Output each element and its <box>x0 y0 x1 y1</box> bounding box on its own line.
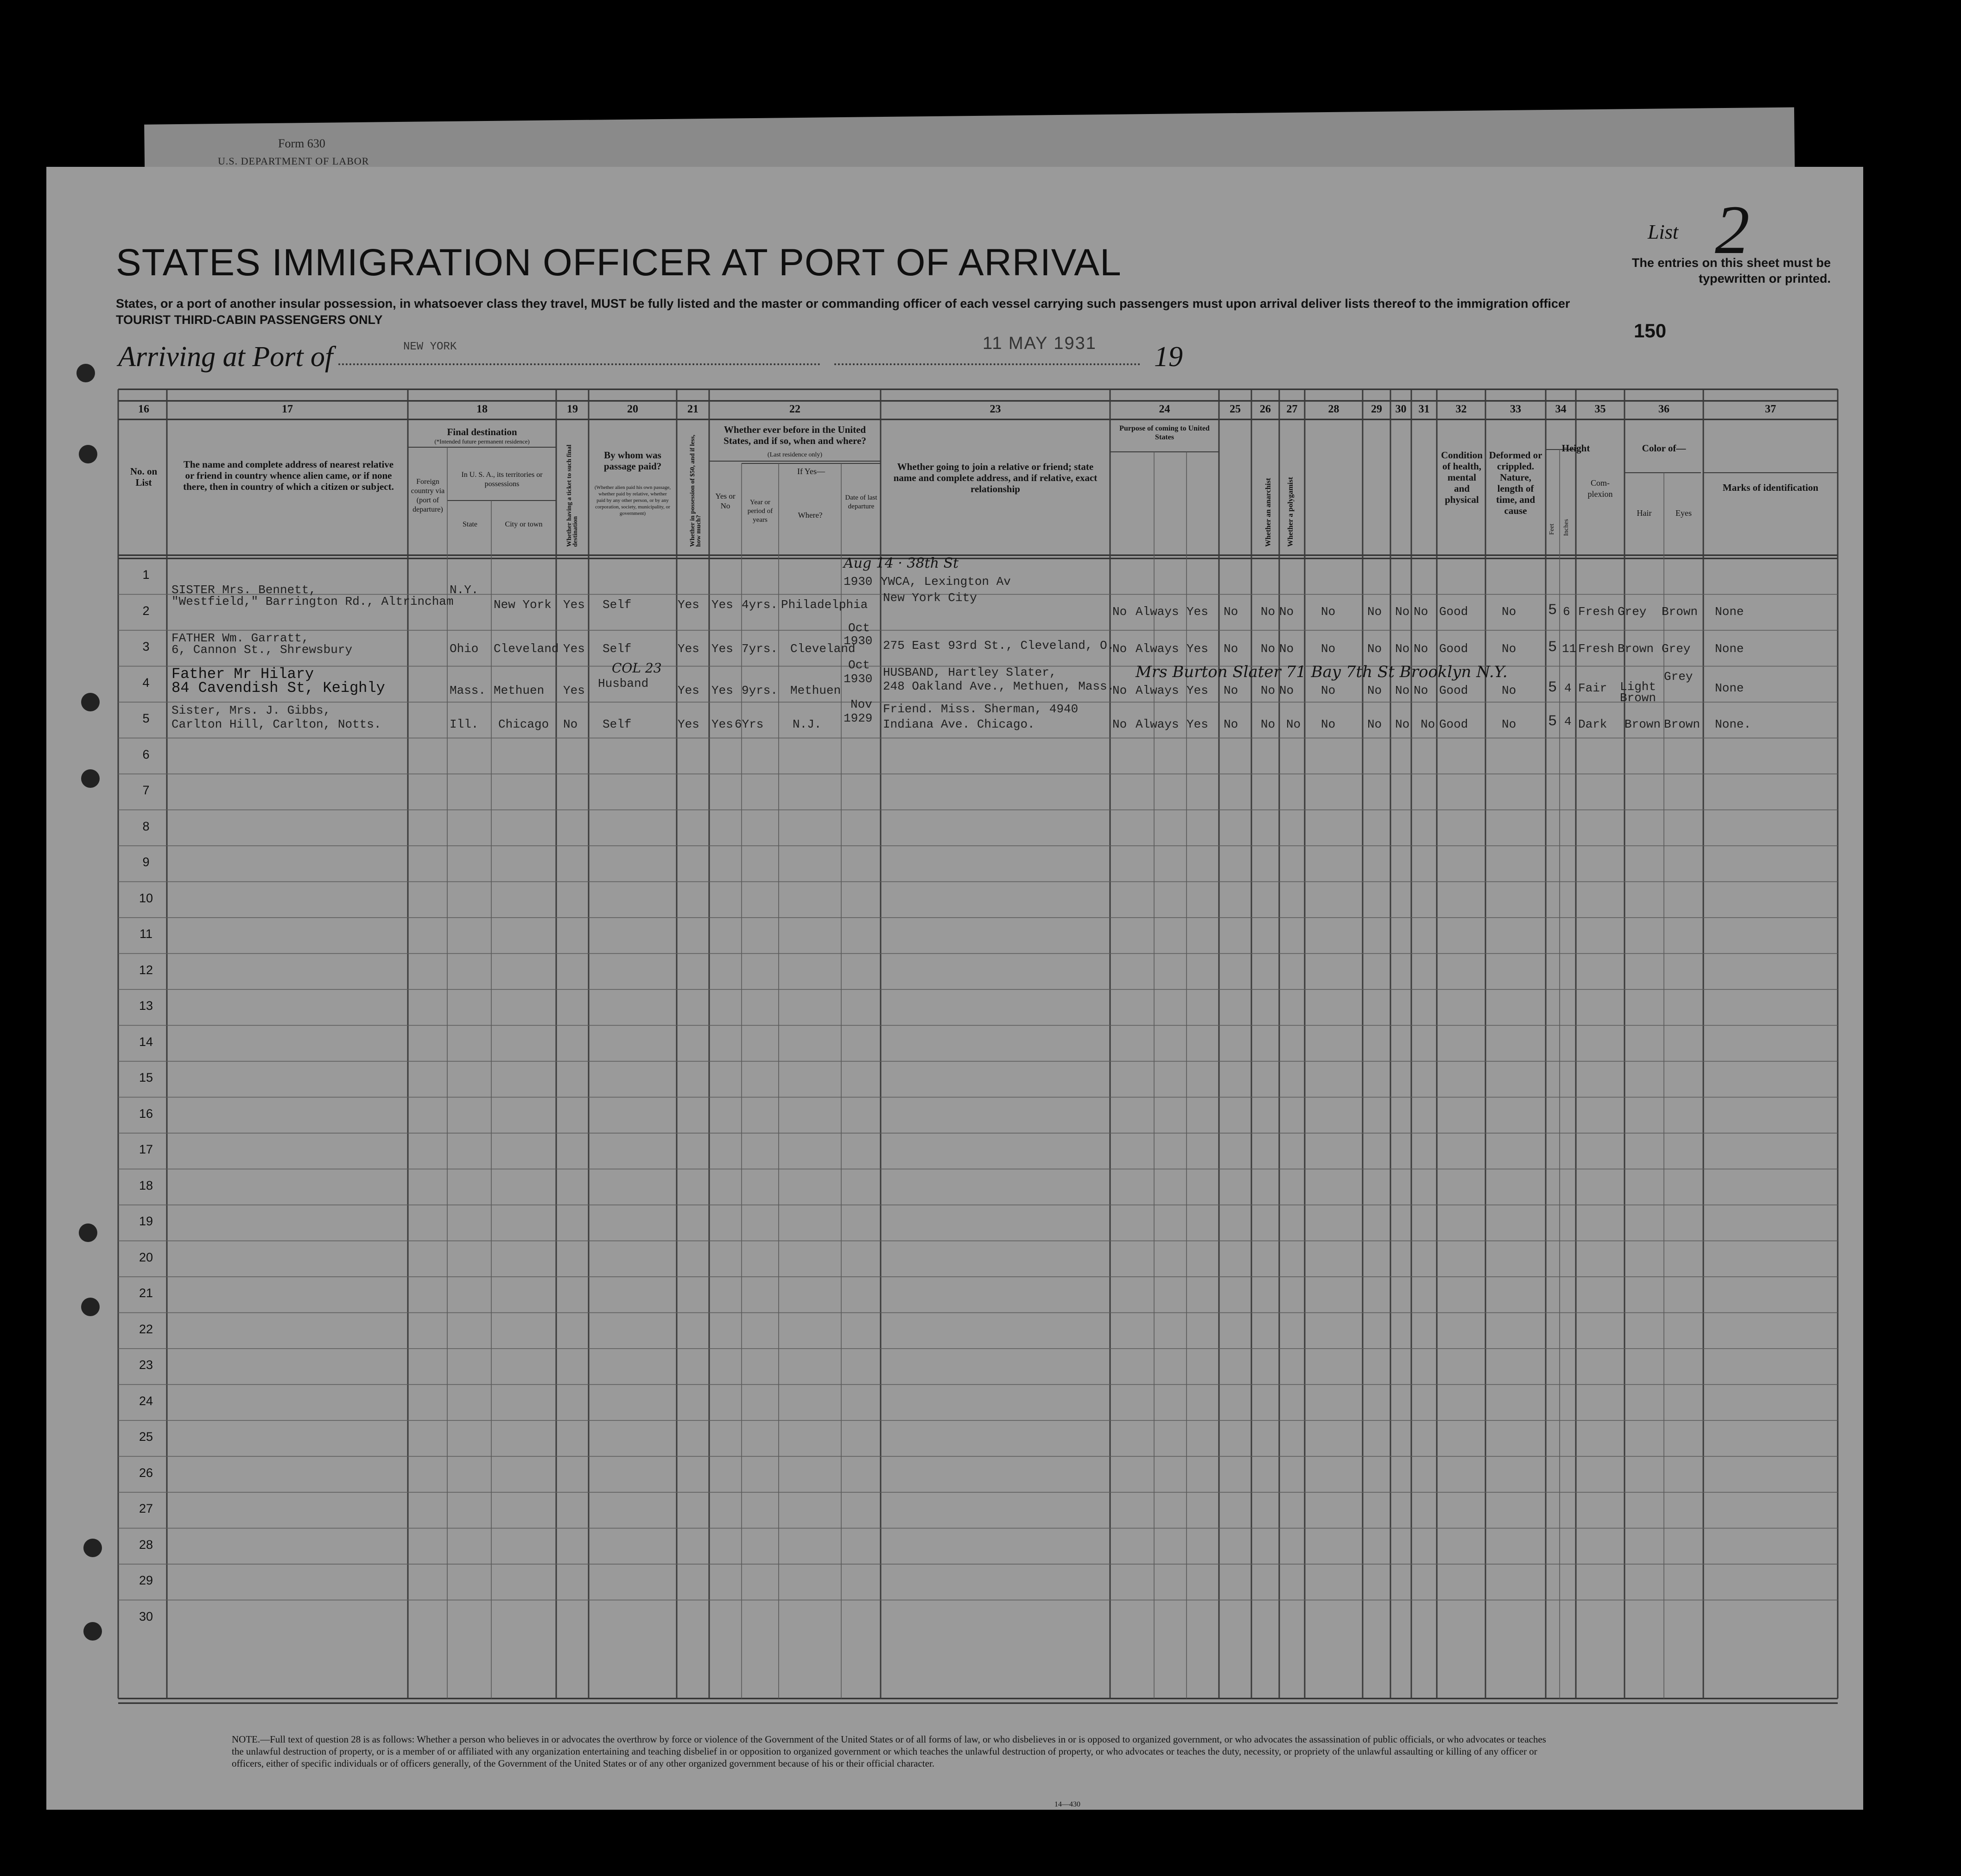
table-cell: Oct <box>848 621 870 635</box>
header-relative: The name and complete address of nearest relative or friend in country whence alien came, or if none there, then in country of which a citizen or subject. <box>183 459 394 492</box>
column-number: 29 <box>1371 403 1382 415</box>
table-cell: Nov <box>850 697 872 711</box>
table-cell: Chicago <box>498 717 549 731</box>
table-cell: No <box>1367 642 1382 656</box>
table-cell: 5 <box>1548 602 1557 619</box>
table-cell: SISTER Mrs. Bennett, <box>171 583 317 597</box>
table-cell: 6, Cannon St., Shrewsbury <box>171 643 353 657</box>
row-number: 4 <box>142 675 150 690</box>
table-cell: 1930 <box>844 634 873 648</box>
row-number: 26 <box>139 1465 153 1480</box>
table-cell: Ill. <box>450 717 479 731</box>
column-number: 25 <box>1230 403 1241 415</box>
row-number: 21 <box>139 1286 153 1300</box>
table-cell: Yes <box>678 598 699 612</box>
row-number: 2 <box>142 603 150 618</box>
row-number: 3 <box>142 640 150 653</box>
table-cell: FATHER Wm. Garratt, <box>171 631 309 645</box>
table-cell: No <box>1112 717 1127 731</box>
column-number: 24 <box>1159 403 1170 415</box>
row-number: 22 <box>139 1322 153 1336</box>
table-cell: No <box>1367 684 1382 697</box>
table-cell: No <box>1502 642 1517 656</box>
column-number: 21 <box>687 403 698 415</box>
table-cell: YWCA, Lexington Av <box>881 575 1011 589</box>
header-date-departure: Date of last departure <box>845 494 877 510</box>
header-state: State <box>463 520 477 528</box>
table-cell: No <box>1502 717 1517 731</box>
header-join-relative: Whether going to join a relative or friend; state name and complete address, and if relative, exact relationship <box>893 461 1098 494</box>
table-cell: No <box>1112 642 1127 656</box>
table-cell: Yes <box>563 642 585 656</box>
table-cell: "Westfield," Barrington Rd., Altrincham <box>171 595 454 608</box>
row-number: 5 <box>142 711 150 725</box>
header-city: City or town <box>505 520 543 528</box>
header-foreign-country: Foreign country via (port of departure) <box>411 478 445 513</box>
table-cell: Brown <box>1664 717 1701 731</box>
year-prefix: 19 <box>1154 341 1183 373</box>
column-number: 31 <box>1418 403 1430 415</box>
table-cell: None. <box>1715 717 1752 731</box>
table-cell: Good <box>1439 684 1468 697</box>
table-cell: Yes <box>711 598 733 612</box>
table-cell: Always <box>1136 717 1179 731</box>
header-anarchist: Whether an anarchist <box>1264 478 1272 547</box>
header-height: Height <box>1561 443 1590 454</box>
column-number: 28 <box>1328 403 1339 415</box>
row-number: 25 <box>139 1430 153 1444</box>
table-cell: Sister, Mrs. J. Gibbs, <box>171 704 331 717</box>
table-cell: 11 <box>1562 642 1577 656</box>
row-number: 8 <box>142 819 150 833</box>
form-number: Form 630 <box>278 137 325 150</box>
table-cell: None <box>1715 642 1744 656</box>
table-cell: 7yrs. <box>742 642 778 656</box>
table-cell: 84 Cavendish St, Keighly <box>171 679 385 697</box>
table-cell: 6Yrs <box>735 717 764 731</box>
table-cell: No <box>1261 717 1276 731</box>
table-cell: No <box>1395 605 1410 619</box>
row-number: 6 <box>142 747 150 761</box>
column-number: 19 <box>567 403 578 415</box>
table-cell: N.Y. <box>450 583 479 597</box>
table-cell: Good <box>1439 717 1468 731</box>
table-cell: Fresh <box>1578 605 1615 619</box>
table-cell: Self <box>603 642 632 656</box>
table-cell: No <box>1279 642 1294 656</box>
table-cell: None <box>1715 681 1744 695</box>
table-cell: No <box>1112 684 1127 697</box>
column-number: 17 <box>282 403 293 415</box>
column-number: 22 <box>789 403 800 415</box>
row-number: 23 <box>139 1358 153 1372</box>
row-number: 7 <box>142 783 150 797</box>
column-number: 20 <box>627 403 638 415</box>
page-title: STATES IMMIGRATION OFFICER AT PORT OF ARRIVAL <box>116 241 1122 284</box>
port-name: NEW YORK <box>403 341 457 353</box>
table-cell: Fair <box>1578 681 1607 695</box>
row-number: 28 <box>139 1537 153 1552</box>
row-number: 18 <box>139 1178 153 1192</box>
department-label: U.S. DEPARTMENT OF LABOR <box>218 155 369 167</box>
table-cell: No <box>1261 605 1276 619</box>
column-number: 34 <box>1555 403 1567 415</box>
table-cell: No <box>1224 717 1238 731</box>
table-cell: Light Brown <box>1620 680 1656 705</box>
header-marks: Marks of identification <box>1722 482 1819 493</box>
table-cell: No <box>1279 684 1294 697</box>
column-number: 35 <box>1594 403 1606 415</box>
row-number: 30 <box>139 1609 153 1623</box>
table-cell: No <box>1321 642 1336 656</box>
header-complexion: Com- plexion <box>1587 478 1613 499</box>
table-cell: No <box>1224 642 1238 656</box>
header-where: Where? <box>798 511 823 520</box>
column-number: 27 <box>1286 403 1298 415</box>
table-cell: 5 <box>1548 713 1557 730</box>
handwritten-note: Aug 14 · 38th St <box>844 555 959 571</box>
table-cell: Grey <box>1664 670 1693 684</box>
row-number: 17 <box>139 1142 153 1156</box>
column-number: 33 <box>1510 403 1521 415</box>
table-cell: 1929 <box>844 711 873 725</box>
table-cell: Yes <box>1187 642 1208 656</box>
table-cell: Good <box>1439 642 1468 656</box>
header-ticket: Whether having a ticket to such final destination <box>566 444 579 547</box>
table-cell: Yes <box>1187 717 1208 731</box>
header-paid-by: By whom was passage paid? <box>603 450 662 472</box>
table-cell: Always <box>1136 642 1179 656</box>
list-label: List <box>1648 221 1679 243</box>
table-cell: Grey <box>1662 642 1691 656</box>
table-cell: No <box>1414 642 1428 656</box>
table-cell: Yes <box>563 684 585 697</box>
table-cell: No <box>1421 717 1435 731</box>
table-cell: No <box>1321 717 1336 731</box>
handwritten-note: COL 23 <box>612 660 662 676</box>
row-number: 24 <box>139 1394 153 1408</box>
row-number: 29 <box>139 1573 153 1587</box>
row-number: 1 <box>142 568 150 582</box>
table-cell: Husband <box>598 677 649 691</box>
table-cell: No <box>1224 605 1238 619</box>
table-cell: No <box>1279 605 1294 619</box>
table-cell: Cleveland <box>790 642 856 656</box>
table-cell: Philadelphia <box>781 598 868 612</box>
passenger-class: TOURIST THIRD-CABIN PASSENGERS ONLY <box>116 313 383 327</box>
table-cell: Carlton Hill, Carlton, Notts. <box>171 717 381 731</box>
footer-code: 14—430 <box>1054 1800 1080 1808</box>
column-number: 16 <box>138 403 149 415</box>
header-final-destination: Final destination <box>447 426 517 437</box>
table-cell: 1930 <box>844 672 873 686</box>
row-number: 9 <box>142 855 150 869</box>
table-cell: Always <box>1136 684 1179 697</box>
table-cell: No <box>1261 684 1276 697</box>
table-cell: 4yrs. <box>742 598 778 612</box>
table-cell: Grey <box>1618 605 1647 619</box>
header-eyes: Eyes <box>1675 508 1692 518</box>
table-cell: 275 East 93rd St., Cleveland, O. <box>883 639 1115 653</box>
table-cell: Brown <box>1618 642 1654 656</box>
row-number: 16 <box>139 1106 153 1121</box>
table-cell: N.J. <box>793 717 822 731</box>
table-cell: Yes <box>678 642 699 656</box>
date-stamp: 11 MAY 1931 <box>983 334 1097 353</box>
table-cell: New York <box>494 598 552 612</box>
table-cell: No <box>1367 605 1382 619</box>
table-cell: 4 <box>1564 681 1572 695</box>
row-number: 11 <box>139 927 153 941</box>
table-cell: 5 <box>1548 639 1557 656</box>
row-number: 10 <box>139 891 153 905</box>
header-ever-before: Whether ever before in the United States, and if so, when and where? <box>723 424 866 446</box>
table-cell: New York City <box>883 591 977 605</box>
instructions-text: States, or a port of another insular possession, in whatsoever class they travel, MUST be fully listed and the master or commanding officer of each vessel carrying such passengers must upon arrival deliver lists thereof to the immigration officer <box>116 297 1570 311</box>
header-no-on-list: No. on List <box>130 466 158 488</box>
table-cell: Yes <box>1187 684 1208 697</box>
column-number: 26 <box>1260 403 1271 415</box>
column-number: 37 <box>1765 403 1776 415</box>
header-color-of: Color of— <box>1642 443 1686 454</box>
table-cell: HUSBAND, Hartley Slater, <box>883 665 1057 679</box>
list-number: 2 <box>1715 191 1750 268</box>
table-cell: Always <box>1136 605 1179 619</box>
table-cell: 5 <box>1548 679 1557 696</box>
table-cell: 1930 <box>844 575 873 589</box>
table-cell: No <box>1367 717 1382 731</box>
table-cell: 248 Oakland Ave., Methuen, Mass. <box>883 679 1115 693</box>
table-cell: Friend. Miss. Sherman, 4940 <box>883 702 1079 716</box>
table-cell: No <box>1502 605 1517 619</box>
table-cell: No <box>1224 684 1238 697</box>
header-yes-no: Yes or No <box>715 492 736 510</box>
table-cell: Yes <box>678 684 699 697</box>
table-cell: Yes <box>711 642 733 656</box>
column-number: 18 <box>476 403 488 415</box>
row-number: 12 <box>139 963 153 977</box>
table-cell: Brown <box>1662 605 1698 619</box>
header-in-usa: In U. S. A., its territories or possessions <box>461 471 543 488</box>
table-cell: Father Mr Hilary <box>171 665 314 683</box>
header-condition: Condition of health, mental and physical <box>1441 450 1483 505</box>
table-cell: Fresh <box>1578 642 1615 656</box>
table-cell: Yes <box>711 717 733 731</box>
table-cell: No <box>563 717 578 731</box>
table-cell: None <box>1715 605 1744 619</box>
table-cell: No <box>1286 717 1301 731</box>
footnote: NOTE.—Full text of question 28 is as follows: Whether a person who believes in or advocates the overthrow by force or violence of the Government of the United States or of all forms of law, or who disbelieves in or is opposed to organized government, or who advocates the assassination of public officials, or who advocates or teaches the unlawful destruction of property, or is a member of or affiliated with any organization entertaining and teaching disbelief in or opposition to organized government or which teaches the unlawful destruction of property, or who advocates or teaches the duty, necessity, or propriety of the unlawful assaulting or killing of any officer or officers, either of specific individuals or of officers generally, of the Government of the United States or of any other organized government because of his or their official character. <box>232 1734 1546 1769</box>
table-cell: Methuen <box>790 684 841 697</box>
header-hair: Hair <box>1637 508 1652 518</box>
table-cell: No <box>1414 684 1428 697</box>
table-cell: No <box>1395 717 1410 731</box>
table-cell: 6 <box>1563 605 1570 619</box>
header-possession-50: Whether in possession of $50, and if less, how much? <box>689 434 702 547</box>
table-cell: Dark <box>1578 717 1607 731</box>
table-cell: 4 <box>1564 715 1572 729</box>
table-cell: No <box>1395 642 1410 656</box>
table-cell: Oct <box>848 658 870 672</box>
table-cell: Good <box>1439 605 1468 619</box>
table-cell: Yes <box>678 717 699 731</box>
table-cell: Yes <box>711 684 733 697</box>
table-cell: Cleveland <box>494 642 559 656</box>
table-cell: No <box>1321 605 1336 619</box>
row-number: 19 <box>139 1214 153 1228</box>
column-number: 30 <box>1395 403 1407 415</box>
column-number: 36 <box>1658 403 1669 415</box>
row-number: 20 <box>139 1250 153 1264</box>
row-number: 13 <box>139 999 153 1013</box>
header-deformed: Deformed or crippled. Nature, length of time, and cause <box>1489 450 1542 516</box>
handwritten-note: Mrs Burton Slater 71 Bay 7th St Brooklyn N.Y. <box>1136 663 1508 681</box>
header-polygamist: Whether a polygamist <box>1287 477 1295 547</box>
table-cell: Methuen <box>494 684 545 697</box>
column-number: 23 <box>990 403 1001 415</box>
row-number: 27 <box>139 1502 153 1515</box>
column-number: 32 <box>1455 403 1467 415</box>
sheet-number: 150 <box>1634 320 1667 342</box>
header-paid-by-sub: (Whether alien paid his own passage, whether paid by relative, whether paid by any other person, or by any corporation, society, municipality, or government) <box>594 485 671 516</box>
table-cell: 9yrs. <box>742 684 778 697</box>
table-cell: No <box>1395 684 1410 697</box>
table-cell: No <box>1321 684 1336 697</box>
arriving-label: Arriving at Port of <box>118 341 333 373</box>
table-cell: No <box>1502 684 1517 697</box>
table-cell: No <box>1261 642 1276 656</box>
table-cell: Ohio <box>450 642 479 656</box>
table-cell: Yes <box>1187 605 1208 619</box>
header-if-yes: If Yes— <box>797 467 825 476</box>
row-number: 14 <box>139 1034 153 1049</box>
header-purpose: Purpose of coming to United States <box>1119 425 1210 441</box>
table-cell: Mass. <box>450 684 486 697</box>
header-ever-before-sub: (Last residence only) <box>767 451 823 458</box>
row-number: 15 <box>139 1071 153 1084</box>
table-cell: Yes <box>563 598 585 612</box>
entries-note: The entries on this sheet must be typewritten or printed. <box>1631 256 1831 285</box>
header-final-destination-sub: (*Intended future permanent residence) <box>434 438 530 445</box>
table-cell: No <box>1112 605 1127 619</box>
table-cell: Self <box>603 717 632 731</box>
table-cell: Self <box>603 598 632 612</box>
table-cell: Indiana Ave. Chicago. <box>883 717 1035 731</box>
header-year-period: Year or period of years <box>747 499 773 524</box>
table-cell: Brown <box>1625 717 1661 731</box>
header-feet: Feet <box>1548 524 1555 535</box>
header-inches: Inches <box>1563 519 1570 536</box>
table-cell: No <box>1414 605 1428 619</box>
